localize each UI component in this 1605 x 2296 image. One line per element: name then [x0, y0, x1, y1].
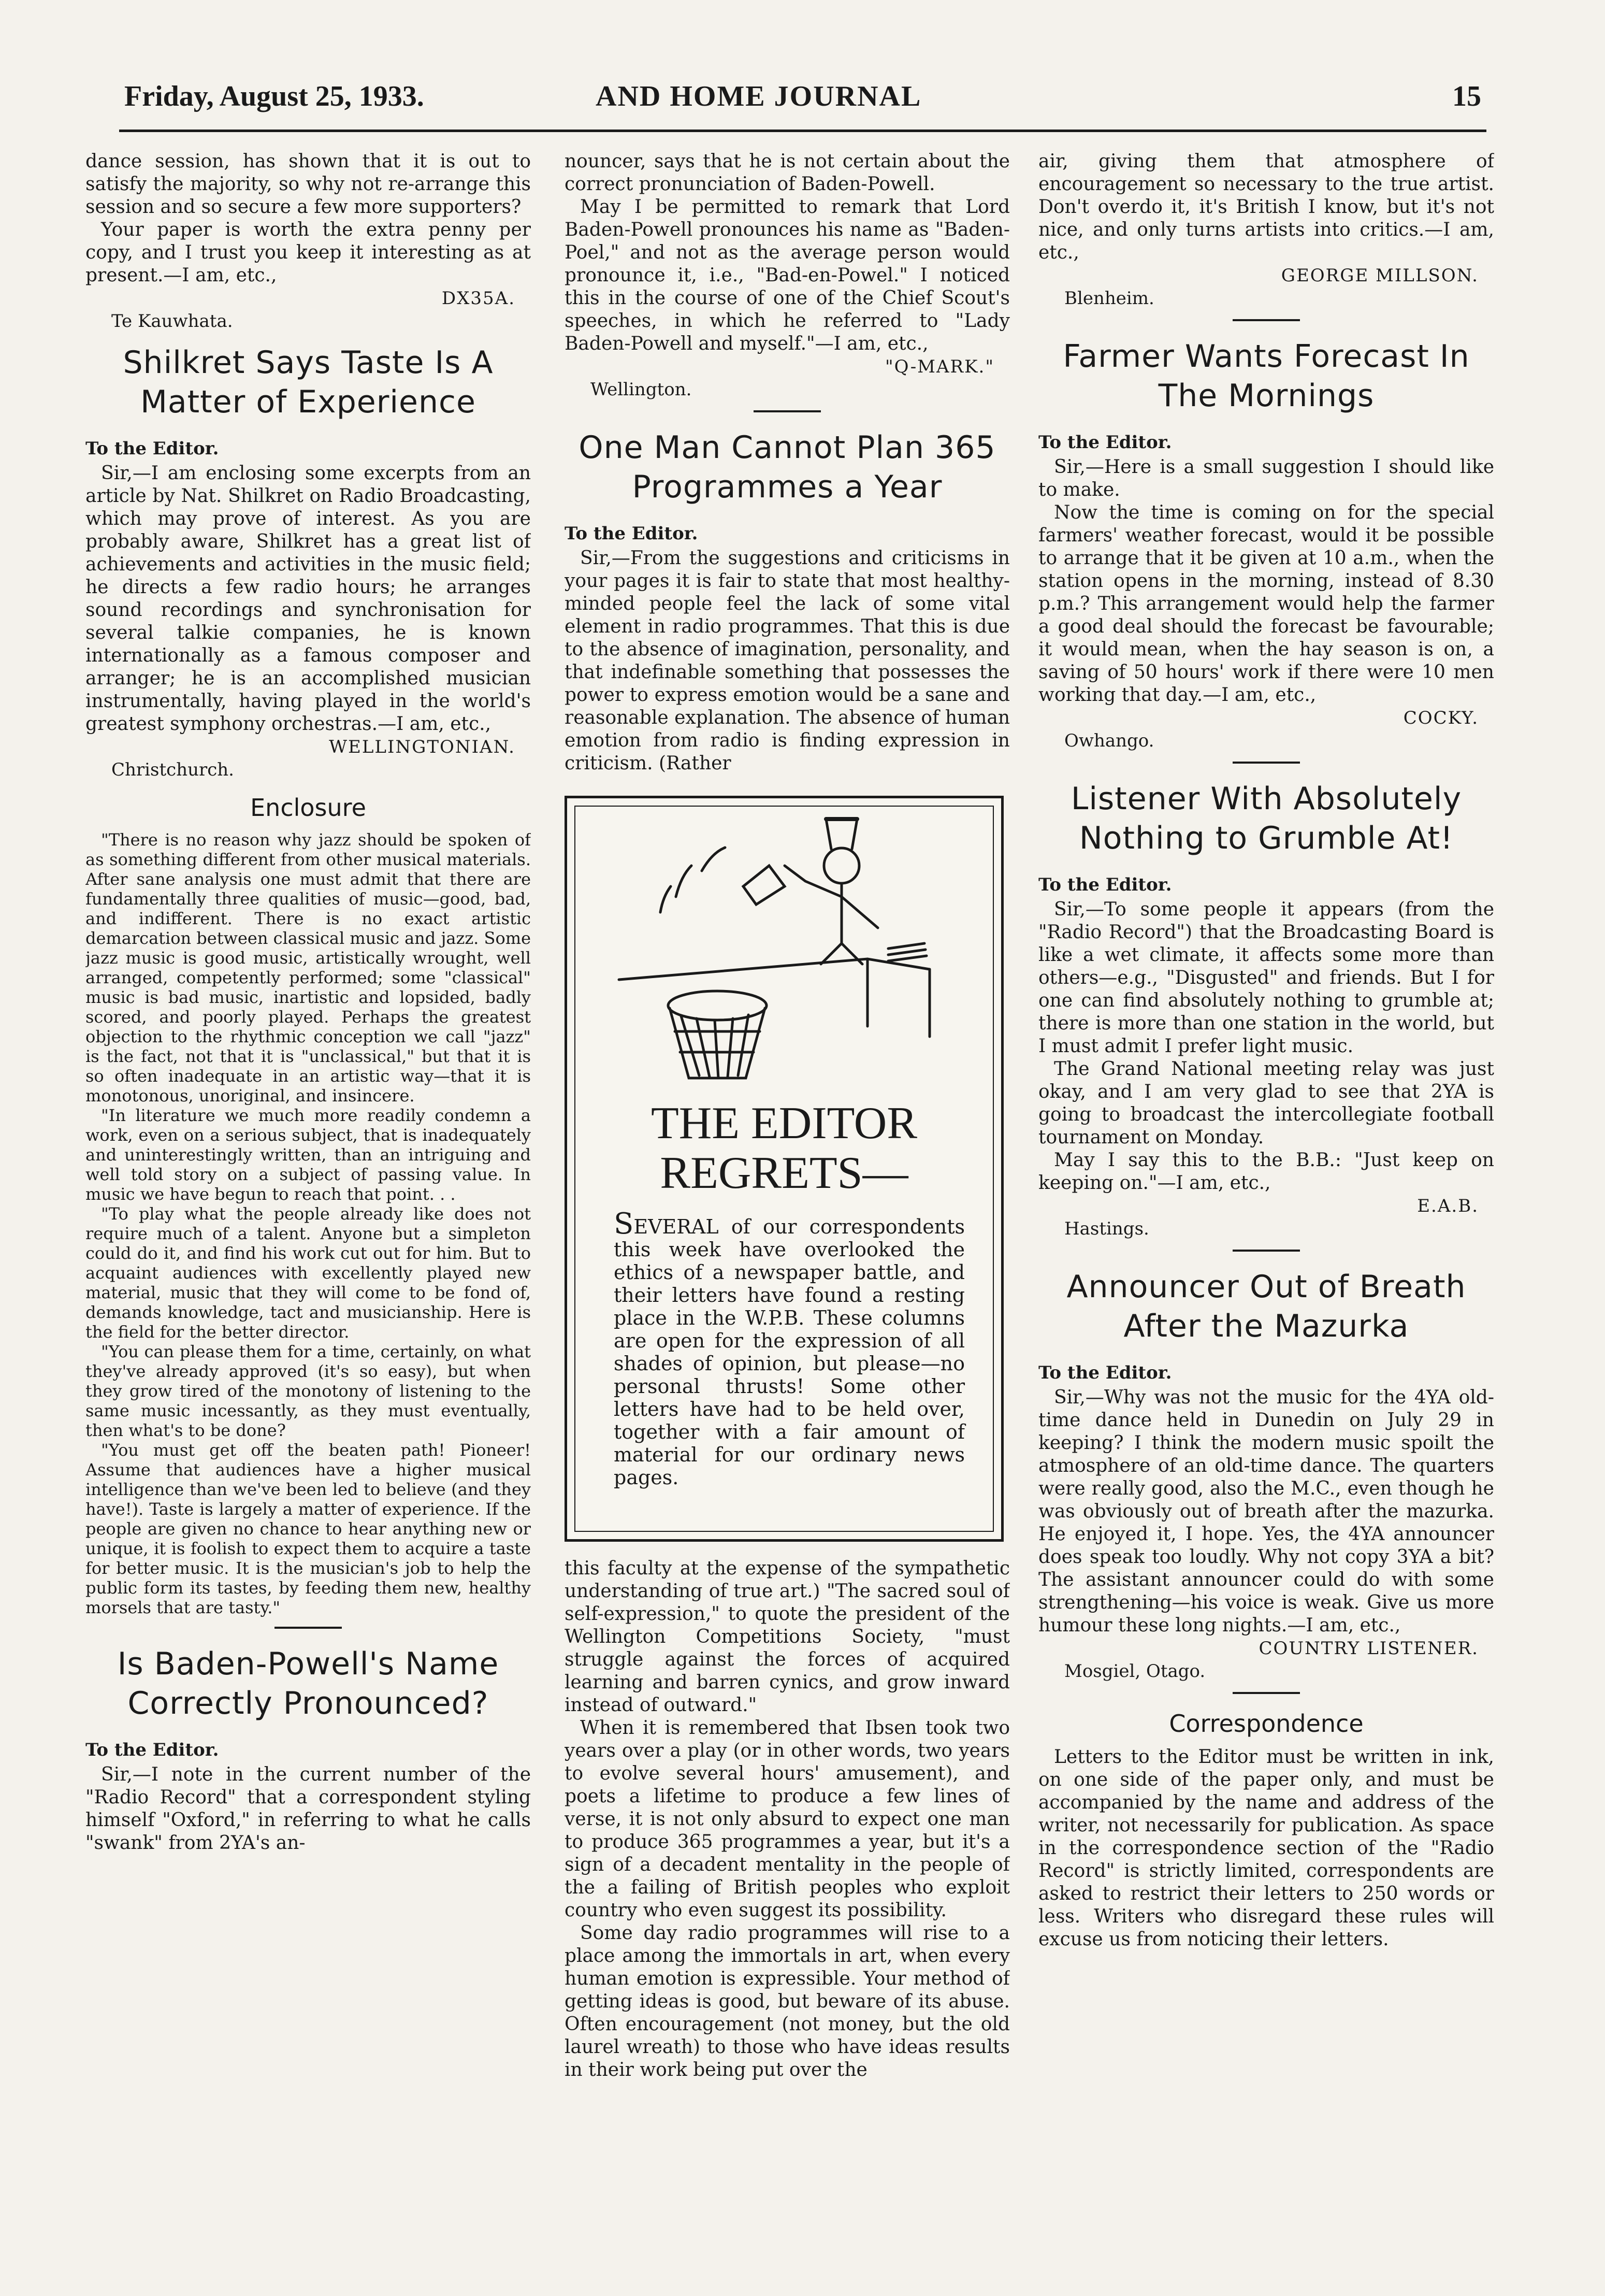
letter-place: Owhango.: [1064, 730, 1154, 751]
issue-date: Friday, August 25, 1933.: [124, 80, 424, 112]
letter-place: Wellington.: [590, 379, 692, 400]
letter-text: Some day radio programmes will rise to a place among the immortals in art, when every human emotion is expressible. Your method of getting ideas is good, but beware of its abuse. Often encouragement (not money, but the old laurel wreath) to those who have ideas results in their work being put over the: [565, 1922, 1010, 2080]
letter-signature: DX35A.: [441, 288, 515, 309]
headline-announcer: Announcer Out of Breath After the Mazurka: [1066, 1269, 1466, 1344]
letter-text: Sir,—I note in the current number of the "Radio Record" that a correspondent styling himself "Oxford," in referring to what he calls "swank" from 2YA's an-: [85, 1764, 531, 1854]
letter-place: Blenheim.: [1064, 288, 1154, 309]
editor-regrets-body: SEVERAL of our correspondents this week have overlooked the ethics of a newspaper battle, and their letters have found a resting place in the W.P.B. These columns are open for the expression of all shades of opinion, but please—no personal thrusts! Some other letters have had to be held over, together with a fair amount of material for our ordinary news pages.: [614, 1207, 965, 1489]
column-3: [1038, 150, 1494, 2265]
section-divider: [274, 1627, 342, 1629]
section-divider: [754, 410, 821, 412]
headline-farmer: Farmer Wants Forecast In The Mornings: [1063, 338, 1470, 414]
editor-regrets-box: [565, 796, 1004, 1542]
letter-text: air, giving them that atmosphere of encouragement so necessary to the true artist. Don't overdo it, it's British I know, but it's not nice, and only turns artists into critics.—I am, etc.,: [1038, 151, 1494, 263]
enclosure-paragraph: "You must get off the beaten path! Pioneer! Assume that audiences have a higher musical intelligence than we've been led to believe (and they have!). Taste is largely a matter of experience. If the people are given no chance to hear anything new or unique, it is foolish to expect them to acquire a taste for better music. It is the musician's job to help the public form its tastes, by feeding them new, healthy morsels that are tasty.": [85, 1440, 531, 1617]
letter-text: Sir,—Here is a small suggestion I should like to make.: [1038, 456, 1494, 500]
letter-text: When it is remembered that Ibsen took two years over a play (or in other words, two years to evolve several hours' amusement), and poets a lifetime to produce a few lines of verse, it is not only absurd to expect one man to produce 365 programmes a year, but it's a sign of a decadent mentality in the people of the a failing of British peoples who exploit country who even suggest its possibility.: [565, 1717, 1010, 1921]
letter-text: Your paper is worth the extra penny per copy, and I trust you keep it interesting as at present.—I am, etc.,: [85, 219, 531, 286]
enclosure-paragraph: "In literature we much more readily condemn a work, even on a serious subject, that is inadequately and uninterestingly written, than an intriguing and well told story on a subject of passing value. In music we have begun to reach that point. . .: [85, 1106, 531, 1204]
headline-one-man: One Man Cannot Plan 365 Programmes a Year: [579, 429, 996, 505]
page-header: [119, 73, 1486, 132]
page-number: 15: [1452, 80, 1481, 112]
section-divider: [1233, 1692, 1300, 1694]
letter-text: Sir,—I am enclosing some excerpts from an article by Nat. Shilkret on Radio Broadcasting, which may prove of interest. As you are probably aware, Shilkret has a great list of achievements and activities in the music field; he directs a few radio hours; he arranges sound recordings and synchronisation for several talkie companies, he is known internationally as a famous composer and arranger; he is an accomplished musician instrumentally, having played in the world's greatest symphony orchestras.—I am, etc.,: [85, 463, 531, 735]
to-the-editor: To the Editor.: [1038, 1362, 1172, 1383]
letter-text: Sir,—Why was not the music for the 4YA old-time dance held in Dunedin on July 29 in keeping? I think the modern music spoilt the atmosphere of an old-time dance. The quarters were really good, also the M.C., even though he was obviously out of breath after the mazurka. He enjoyed it, I hope. Yes, the 4YA announcer does speak too loudly. Why not copy 3YA a bit? The assistant announcer could do with some strengthening—his voice is weak. Give us more humour these long nights.—I am, etc.,: [1038, 1387, 1494, 1636]
letter-text: Now the time is coming on for the special farmers' weather forecast, would it be possible to arrange that it be given at 10 a.m., when the station opens in the morning, instead of 8.30 p.m.? This arrangement would help the farmer a good deal should the forecast be favourable; it would mean, when the hay season is on, a saving of 50 hours' work if there were 10 men working that day.—I am, etc.,: [1038, 502, 1494, 706]
letter-place: Hastings.: [1064, 1218, 1149, 1239]
editor-cartoon-illustration: [598, 809, 950, 1088]
enclosure-text: [85, 830, 531, 1617]
letter-text: dance session, has shown that it is out to satisfy the majority, so why not re-arrange this session and so secure a few more supporters?: [85, 151, 531, 218]
editor-regrets-title: THE EDITOR REGRETS—: [650, 1098, 918, 1198]
headline-shilkret: Shilkret Says Taste Is A Matter of Experience: [123, 345, 494, 420]
to-the-editor: To the Editor.: [85, 1740, 219, 1760]
column-2: [565, 150, 1010, 2265]
section-divider: [1233, 319, 1300, 321]
column-1: [85, 150, 531, 2265]
enclosure-paragraph: "To play what the people already like does not require much of a talent. Anyone but a simpleton could do it, and find his work cut out for him. But to acquaint audiences with excellently played new material, music that they will come to be fond of, demands knowledge, tact and musicianship. Here is the field for the better director.: [85, 1204, 531, 1342]
letter-text: May I say this to the B.B.: "Just keep on keeping on."—I am, etc.,: [1038, 1150, 1494, 1194]
section-divider: [1233, 1250, 1300, 1252]
headline-baden-powell: Is Baden-Powell's Name Correctly Pronounced?: [117, 1646, 499, 1721]
to-the-editor: To the Editor.: [565, 523, 698, 544]
to-the-editor: To the Editor.: [1038, 432, 1172, 453]
letter-place: Christchurch.: [111, 759, 234, 780]
headline-listener: Listener With Absolutely Nothing to Grumble At!: [1071, 781, 1462, 856]
enclosure-paragraph: "You can please them for a time, certainly, on what they've already approved (it's so easy), but when they grow tired of the monotony of listening to the same music incessantly, as they must eventually, then what's to be done?: [85, 1342, 531, 1440]
section-divider: [1233, 762, 1300, 764]
letter-signature: COCKY.: [1403, 708, 1479, 728]
letter-signature: COUNTRY LISTENER.: [1259, 1638, 1479, 1659]
enclosure-heading: Enclosure: [250, 794, 366, 822]
letter-text: Sir,—To some people it appears (from the "Radio Record") that the Broadcasting Board is like a wet climate, it affects some more than others—e.g., "Disgusted" and friends. But I for one can find absolutely nothing to grumble at; there is more than one station in the world, but I must admit I prefer light music.: [1038, 899, 1494, 1057]
letter-place: Te Kauwhata.: [111, 311, 233, 332]
letter-text: nouncer, says that he is not certain about the correct pronunciation of Baden-Powell.: [565, 151, 1010, 195]
letter-text: Sir,—From the suggestions and criticisms in your pages it is fair to state that most healthy-minded people feel the lack of some vital element in radio programmes. That this is due to the absence of imagination, personality, and that indefinable something that possesses the power to express emotion would be a sane and reasonable explanation. The absence of human emotion from radio is finding expression in criticism. (Rather: [565, 548, 1010, 774]
correspondence-rules: Letters to the Editor must be written in ink, on one side of the paper only, and must be accompanied by the name and address of the writer, not necessarily for publication. As space in the correspondence section of the "Radio Record" is strictly limited, correspondents are asked to restrict their letters to 250 words or less. Writers who disregard these rules will excuse us from noticing their letters.: [1038, 1746, 1494, 1950]
enclosure-paragraph: "There is no reason why jazz should be spoken of as something different from other musical materials. After sane analysis one must admit that there are fundamentally three qualities of music—good, bad, and indifferent. There is no exact artistic demarcation between classical music and jazz. Some jazz music is good music, artistically wrought, well arranged, competently performed; some "classical" music is bad music, inartistic and lopsided, badly scored, and poorly played. Perhaps the greatest objection to the rhythmic conception we call "jazz" is the fact, not that it is "unclassical," but that it is so often inadequate in an artistic way—that it is monotonous, unoriginal, and insincere.: [85, 830, 531, 1106]
letter-place: Mosgiel, Otago.: [1064, 1661, 1206, 1682]
letter-text: The Grand National meeting relay was just okay, and I am very glad to see that 2YA is going to broadcast the intercollegiate football tournament on Monday.: [1038, 1058, 1494, 1148]
letter-signature: GEORGE MILLSON.: [1281, 265, 1479, 286]
to-the-editor: To the Editor.: [85, 438, 219, 459]
letter-signature: "Q-MARK.": [885, 356, 994, 377]
to-the-editor: To the Editor.: [1038, 874, 1172, 895]
letter-signature: WELLINGTONIAN.: [329, 737, 515, 757]
letter-text: May I be permitted to remark that Lord Baden-Powell pronounces his name as "Baden-Poel," and not as the average person would pronounce it, i.e., "Bad-en-Powel." I noticed this in the course of one of the Chief Scout's speeches, in which he referred to "Lady Baden-Powell and myself."—I am, etc.,: [565, 196, 1010, 354]
letter-text: this faculty at the expense of the sympathetic understanding of true art.) "The sacred soul of self-expression," to quote the president of the Wellington Competitions Society, "must struggle against the forces of acquired learning and barren cynics, and grow inward instead of outward.": [565, 1558, 1010, 1716]
letter-signature: E.A.B.: [1417, 1196, 1479, 1216]
correspondence-heading: Correspondence: [1169, 1710, 1364, 1738]
journal-title: AND HOME JOURNAL: [596, 80, 922, 112]
